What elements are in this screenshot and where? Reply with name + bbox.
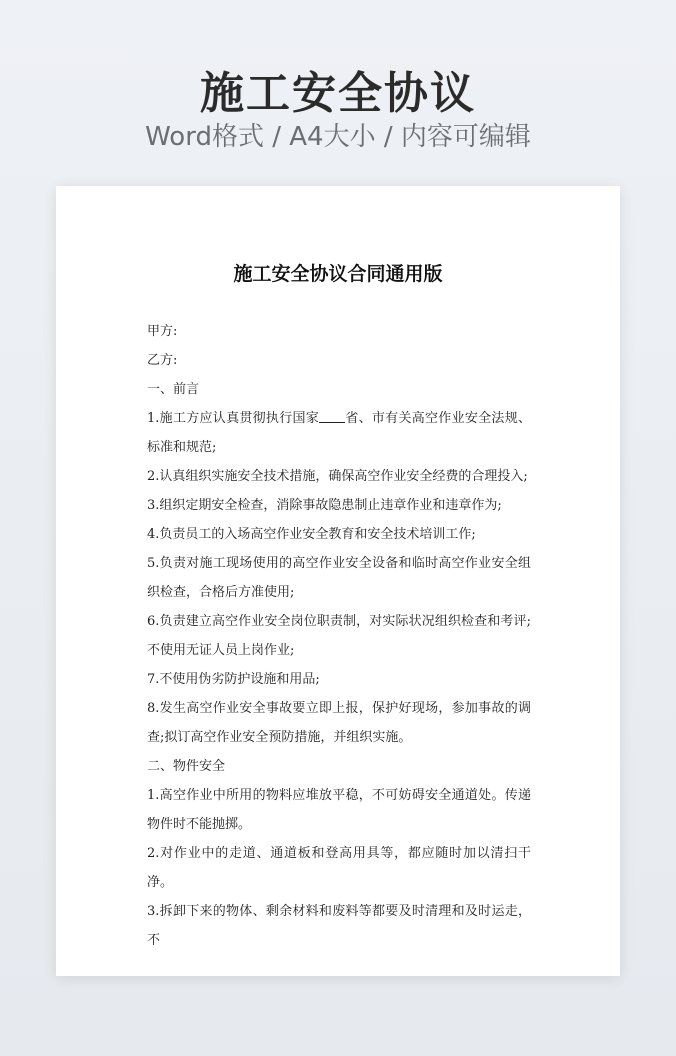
banner-title: 施工安全协议 — [200, 68, 476, 119]
object-safety-clause-3: 3.拆卸下来的物体、剩余材料和废料等都要及时清理和及时运走，不 — [147, 904, 531, 948]
fill-in-blank — [319, 410, 345, 423]
party-b-line: 乙方: — [147, 353, 178, 368]
clause-1 — [147, 404, 531, 462]
party-a-line: 甲方: — [147, 324, 178, 339]
object-safety-clause-1: 1.高空作业中所用的物料应堆放平稳，不可妨碍安全通道处。传递物件时不能抛掷。 — [147, 788, 531, 832]
clause-7: 7.不使用伪劣防护设施和用品; — [147, 672, 320, 687]
clause-3: 3.组织定期安全检查，消除事故隐患制止违章作业和违章作为; — [147, 498, 502, 513]
clause-2: 2.认真组织实施安全技术措施，确保高空作业安全经费的合理投入; — [147, 469, 528, 484]
clause-8: 8.发生高空作业安全事故要立即上报，保护好现场，参加事故的调查;拟订高空作业安全预防措施，并组织实施。 — [147, 701, 531, 745]
clause-1-text-end: 省、市有关高空作业安全法规、标准和规范; — [147, 411, 531, 455]
object-safety-clause-2: 2.对作业中的走道、通道板和登高用具等，都应随时加以清扫干净。 — [147, 846, 531, 890]
section-heading-object-safety: 二、物件安全 — [147, 759, 226, 774]
banner-subtitle: Word格式 / A4大小 / 内容可编辑 — [145, 122, 531, 152]
section-heading-preface: 一、前言 — [147, 382, 200, 397]
clause-4: 4.负责员工的入场高空作业安全教育和安全技术培训工作; — [147, 527, 476, 542]
clause-6: 6.负责建立高空作业安全岗位职责制，对实际状况组织检查和考评;不使用无证人员上岗作业; — [147, 614, 531, 658]
document-page — [56, 186, 620, 976]
document-title: 施工安全协议合同通用版 — [233, 263, 443, 285]
document-body — [147, 317, 531, 955]
clause-5: 5.负责对施工现场使用的高空作业安全设备和临时高空作业安全组织检查，合格后方准使用; — [147, 556, 531, 600]
clause-1-text-start: 1.施工方应认真贯彻执行国家 — [147, 411, 320, 426]
